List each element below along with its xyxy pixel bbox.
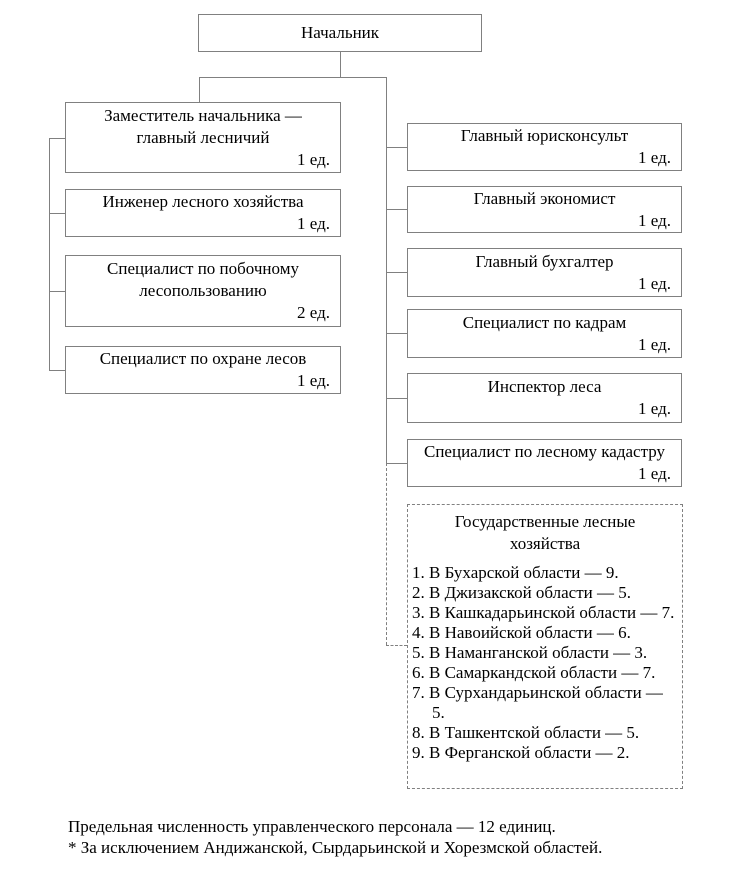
footnote-excluded-regions: * За исключением Андижанской, Сырдарьинской и Хорезмской областей.	[68, 838, 603, 857]
connector-stub-protection	[49, 370, 65, 371]
box-chief-legal-counsel	[407, 123, 682, 171]
box-forestry-engineer	[65, 189, 341, 237]
box-legal-title: Главный юрисконсульт	[460, 126, 629, 145]
connector-dashed-stub-forestry	[386, 645, 407, 646]
box-protection-count: 1 ед.	[297, 371, 330, 390]
connector-stub-cadastre	[386, 463, 407, 464]
box-secondary-use-count: 2 ед.	[297, 303, 330, 322]
box-engineer-count: 1 ед.	[297, 214, 330, 233]
forestry-title-line1: Государственные лесные	[454, 512, 636, 531]
box-forest-inspector	[407, 373, 682, 423]
forestry-region-item: 2. В Джизакской области — 5.	[412, 583, 631, 602]
connector-root-drop	[340, 52, 341, 77]
connector-stub-deputy	[49, 138, 65, 139]
forestry-region-item: 3. В Кашкадарьинской области — 7.	[412, 603, 675, 622]
box-hr-count: 1 ед.	[638, 334, 671, 354]
connector-right-spine	[386, 77, 387, 463]
box-economist-count: 1 ед.	[638, 210, 671, 230]
forestry-region-item: 4. В Навоийской области — 6.	[412, 623, 631, 642]
footnotes	[68, 816, 708, 858]
box-forest-protection-specialist	[65, 346, 341, 394]
box-economist-title: Главный экономист	[473, 188, 616, 208]
forestry-region-item: 8. В Ташкентской области — 5.	[412, 723, 640, 742]
box-deputy-chief-forester	[65, 102, 341, 173]
forestry-region-item: 6. В Самаркандской области — 7.	[412, 663, 656, 682]
connector-stub-secondary-use	[49, 291, 65, 292]
forestry-region-list	[412, 563, 678, 763]
connector-stub-engineer	[49, 213, 65, 214]
connector-left-drop	[199, 77, 200, 103]
forestry-region-item: 7. В Сурхандарьинской области — 5.	[412, 683, 663, 722]
connector-stub-legal	[386, 147, 407, 148]
footnote-staff-limit: Предельная численность управленческого персонала — 12 единиц.	[68, 817, 556, 836]
box-engineer-title: Инженер лесного хозяйства	[102, 192, 304, 211]
box-accountant-title: Главный бухгалтер	[475, 251, 614, 271]
box-accountant-count: 1 ед.	[638, 273, 671, 293]
connector-root-horizontal	[199, 77, 387, 78]
forestry-title-line2: хозяйства	[509, 534, 581, 553]
box-chief	[198, 14, 482, 52]
box-protection-title: Специалист по охране лесов	[99, 349, 307, 368]
box-secondary-use-title-line2: лесопользованию	[139, 281, 267, 300]
box-cadastre-count: 1 ед.	[638, 464, 671, 483]
box-secondary-use-title-line1: Специалист по побочному	[107, 259, 299, 278]
box-inspector-title: Инспектор леса	[487, 377, 602, 396]
box-chief-title: Начальник	[300, 23, 380, 42]
box-deputy-title-line2: главный лесничий	[136, 127, 270, 147]
box-deputy-count: 1 ед.	[297, 149, 330, 169]
box-cadastre-title: Специалист по лесному кадастру	[423, 442, 665, 461]
box-chief-economist	[407, 186, 682, 233]
box-legal-count: 1 ед.	[638, 148, 671, 167]
box-hr-specialist	[407, 309, 682, 358]
forestry-region-item: 5. В Наманганской области — 3.	[412, 643, 648, 662]
forestry-region-item: 1. В Бухарской области — 9.	[412, 563, 619, 582]
connector-stub-economist	[386, 209, 407, 210]
connector-stub-accountant	[386, 272, 407, 273]
box-forest-cadastre-specialist	[407, 439, 682, 487]
forestry-region-item: 9. В Ферганской области — 2.	[412, 743, 630, 762]
box-state-forestry-farms	[407, 504, 683, 789]
box-chief-accountant	[407, 248, 682, 297]
box-deputy-title-line1: Заместитель начальника —	[104, 105, 302, 125]
connector-stub-hr	[386, 333, 407, 334]
connector-stub-inspector	[386, 398, 407, 399]
box-inspector-count: 1 ед.	[638, 399, 671, 418]
box-hr-title: Специалист по кадрам	[462, 312, 627, 332]
connector-left-subspine	[49, 138, 50, 370]
box-secondary-forest-use-specialist	[65, 255, 341, 327]
connector-dashed-spine	[386, 463, 387, 645]
